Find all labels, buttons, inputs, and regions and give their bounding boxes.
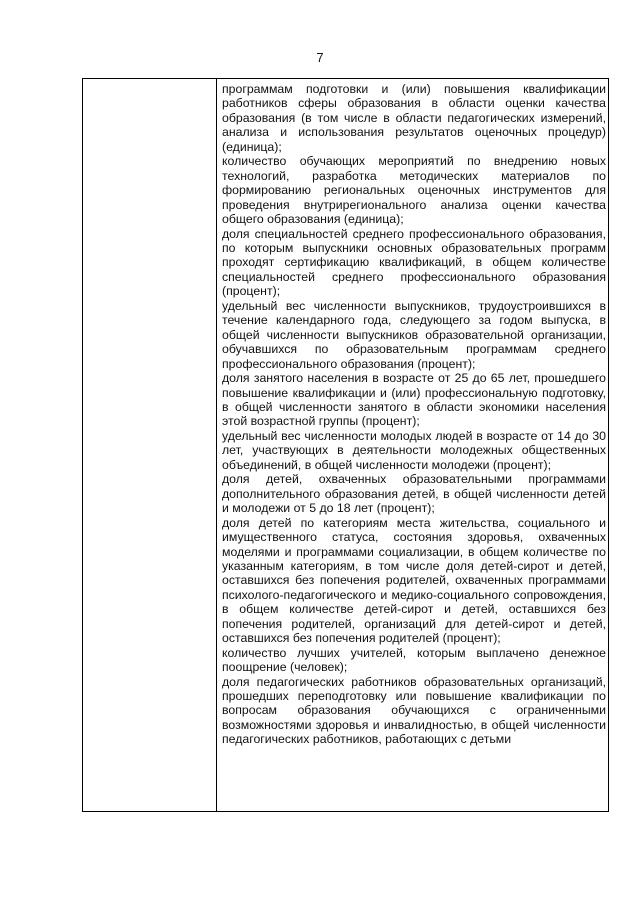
indicator-item: доля специальностей среднего профессионального образования, по которым выпускники основных образовательных программ проходят сертификацию квалификаций, в общем количестве специальностей среднего профессионального образования (процент);	[222, 226, 606, 299]
table-left-cell	[83, 79, 217, 811]
table-right-cell	[218, 79, 608, 811]
indicator-table	[82, 78, 609, 812]
indicator-item: доля занятого населения в возрасте от 25 до 65 лет, прошедшего повышение квалификации и (или) профессиональную подготовку, в общей численности занятого в области экономики населения этой возрастной группы (процент);	[222, 371, 606, 429]
indicator-item: доля педагогических работников образовательных организаций, прошедших переподготовку или повышение квалификации по вопросам образования обучающихся с ограниченными возможностями здоровья и инвалидностью, в общей численности педагогических работников, работающих с детьми	[222, 674, 606, 747]
indicator-item: доля детей по категориям места жительства, социального и имущественного статуса, состояния здоровья, охваченных моделями и программами социализации, в общем количестве по указанным категориям, в том числе доля детей-сирот и детей, оставшихся без попечения родителей, охваченных программами психолого-педагогического и медико-социального сопровождения, в общем количестве детей-сирот и детей, оставшихся без попечения родителей, организаций для детей-сирот и детей, оставшихся без попечения родителей (процент);	[222, 515, 606, 646]
indicator-item: количество лучших учителей, которым выплачено денежное поощрение (человек);	[222, 645, 606, 675]
indicator-item: удельный вес численности выпускников, трудоустроившихся в течение календарного года, следующего за годом выпуска, в общей численности выпускников образовательной организации, обучавшихся по образовательным программам среднего профессионального образования (процент);	[222, 298, 606, 371]
indicator-item: доля детей, охваченных образовательными программами дополнительного образования детей, в общей численности детей и молодежи от 5 до 18 лет (процент);	[222, 472, 606, 516]
indicator-item: удельный вес численности молодых людей в возрасте от 14 до 30 лет, участвующих в деятельности молодежных общественных объединений, в общей численности молодежи (процент);	[222, 428, 606, 472]
page-number: 7	[316, 50, 324, 65]
indicator-item: программам подготовки и (или) повышения квалификации работников сферы образования в области оценки качества образования (в том числе в области педагогических измерений, анализа и использования результатов оценочных процедур) (единица);	[222, 82, 606, 154]
indicator-item: количество обучающих мероприятий по внедрению новых технологий, разработка методических материалов по формированию региональных оценочных инструментов для проведения внутрирегионального анализа оценки качества общего образования (единица);	[222, 154, 606, 227]
